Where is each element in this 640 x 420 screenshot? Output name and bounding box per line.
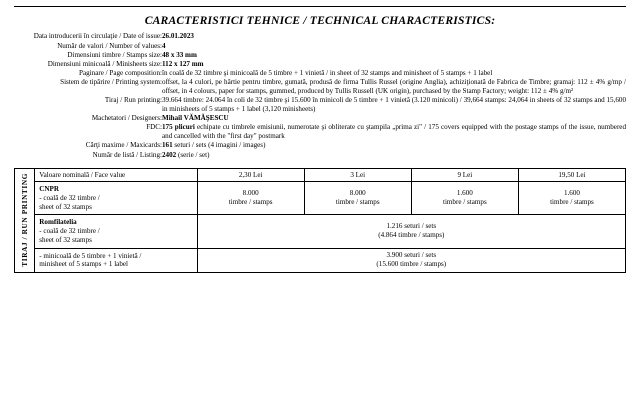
row-label-romfilatelia: [35, 215, 197, 248]
spec-value: [162, 50, 626, 59]
spec-label: Data introducerii în circulaţie / Date of issue:: [33, 32, 162, 41]
table-row: [14, 41, 626, 50]
spec-value: [162, 141, 626, 150]
cell-romfilatelia-merged: [197, 215, 625, 248]
spec-value: [162, 41, 626, 50]
cell-stamps: (15.600 timbre / stamps): [376, 260, 447, 269]
cell-sets: 3.900 seturi / sets: [386, 251, 437, 260]
row-detail-line-1: - minicoală de 5 timbre + 1 vinietă /: [39, 251, 142, 260]
table-row: [14, 60, 626, 69]
cell-quantity: 8.000: [242, 189, 259, 198]
cell-unit: timbre / stamps: [550, 198, 594, 207]
table-row: [14, 150, 626, 159]
table-row: [14, 50, 626, 59]
specifications-table: [14, 32, 626, 160]
spec-value-rest: (serie / set): [176, 150, 210, 159]
spec-label: FDC:: [146, 123, 162, 132]
table-row: [14, 123, 626, 141]
table-row: [14, 78, 626, 96]
spec-value-bold: 161: [162, 141, 173, 150]
spec-value: [162, 69, 626, 78]
spec-label: Sistem de tipărire / Printing system:: [60, 78, 162, 87]
row-detail-line-1: - coală de 32 timbre /: [39, 193, 100, 202]
spec-label: Număr de valori / Number of values:: [57, 41, 162, 50]
table-row: [14, 32, 626, 41]
run-printing-section: [14, 168, 626, 274]
spec-label: Machetatori / Designers:: [91, 114, 162, 123]
spec-value-bold: 48 x 33 mm: [162, 50, 197, 59]
column-header-value-3: 9 Lei: [411, 168, 518, 182]
table-row: [14, 69, 626, 78]
spec-value-bold: 175 plicuri: [162, 123, 195, 132]
page-title: CARACTERISTICI TEHNICE / TECHNICAL CHARACTERISTICS:: [144, 14, 496, 27]
spec-value-bold: 2402: [162, 150, 177, 159]
cell-sets: 1.216 seturi / sets: [386, 222, 437, 231]
cell-quantity: 1.600: [563, 189, 580, 198]
row-label-cnpr: [35, 182, 197, 215]
cell-cnpr-v1: [197, 182, 304, 215]
spec-label: Dimensiuni timbre / Stamps size:: [67, 50, 162, 59]
spec-value-bold: 112 x 127 mm: [162, 60, 204, 68]
table-header-row: [15, 168, 626, 182]
table-row: [14, 141, 626, 150]
cell-cnpr-v2: [304, 182, 411, 215]
column-header-value-4: 19,50 Lei: [518, 168, 625, 182]
spec-label: Număr de listă / Listing:: [92, 150, 162, 159]
run-printing-side-label: TIRAJ / RUN PRINTING: [15, 168, 35, 273]
cell-minisheet-merged: [197, 248, 625, 273]
table-row: [15, 215, 626, 248]
cell-unit: timbre / stamps: [228, 198, 273, 207]
spec-value-rest: seturi / sets (4 imagini / images): [172, 141, 266, 150]
row-label-minisheet: [35, 248, 197, 273]
cell-cnpr-v4: [518, 182, 625, 215]
row-detail-line-2: sheet of 32 stamps: [39, 202, 92, 211]
spec-value: [162, 60, 626, 69]
spec-value: [162, 32, 626, 41]
table-row: [14, 114, 626, 123]
row-detail-line-2: sheet of 32 stamps: [39, 235, 92, 244]
column-header-value-1: 2,30 Lei: [197, 168, 304, 182]
table-row: [15, 248, 626, 273]
cell-unit: timbre / stamps: [442, 198, 487, 207]
column-header-face-value: Valoare nominală / Face value: [35, 168, 197, 182]
spec-value-rest: 39.664 timbre: 24.064 în coli de 32 timbre şi 15.600 în minicoli de 5 timbre + 1 vinietă (3.120 minicoli) / 39,664 stamps: 24,064 in sheets of 32 stamps and 15,600 in minisheets of 5 stamps + 1 label (3,120 minisheets): [162, 96, 626, 113]
spec-value: [162, 96, 626, 114]
spec-value: [162, 114, 626, 123]
spec-value: [162, 78, 626, 96]
spec-label: Paginare / Page composition:: [79, 69, 162, 78]
spec-label: Dimensiuni minicoală / Minisheets size:: [47, 60, 162, 68]
spec-value-rest: offset, la 4 culori, pe hârtie pentru timbre, gumată, produsă de firma Tullis Russel (origine Anglia), achiziţionată de Fabrica de Timbre; gramaj: 112 ± 4% g/mp / offset, in 4 colours, paper for stamps, gummed, produced by Tullis Russell (UK origin), purchased by the Stamp Factory; weight: 112 ± 4% g/m²: [162, 78, 626, 96]
spec-value-bold: 4: [162, 41, 166, 50]
cell-quantity: 8.000: [349, 189, 366, 198]
row-detail-line-2: minisheet of 5 stamps + 1 label: [39, 260, 128, 269]
cell-stamps: (4.864 timbre / stamps): [378, 231, 445, 240]
top-divider: [14, 6, 626, 7]
row-name: Romfilatelia: [39, 218, 77, 227]
spec-label: Tiraj / Run printing:: [104, 96, 162, 105]
spec-value-bold: Mihail VĂMĂŞESCU: [162, 114, 229, 123]
run-printing-table: [14, 168, 626, 274]
cell-quantity: 1.600: [456, 189, 473, 198]
spec-label: Cărţi maxime / Maxicards:: [85, 141, 162, 150]
cell-cnpr-v3: [411, 182, 518, 215]
spec-value-rest: în coală de 32 timbre şi minicoală de 5 timbre + 1 vinietă / in sheet of 32 stamps and minisheet of 5 stamps + 1 label: [162, 69, 493, 78]
table-row: [14, 96, 626, 114]
column-header-value-2: 3 Lei: [304, 168, 411, 182]
spec-value: [162, 123, 626, 141]
spec-value-rest: echipate cu timbrele emisiunii, numerotate şi obliterate cu ştampila „prima zi" / 175 covers equipped with the postage stamps of the issue, numbered and cancelled with the "first day" postmark: [162, 123, 627, 141]
spec-value: [162, 150, 626, 159]
row-detail-line-1: - coală de 32 timbre /: [39, 227, 100, 235]
table-row: [15, 182, 626, 215]
cell-unit: timbre / stamps: [335, 198, 380, 207]
row-name: CNPR: [39, 184, 59, 193]
spec-value-bold: 26.01.2023: [162, 32, 194, 41]
